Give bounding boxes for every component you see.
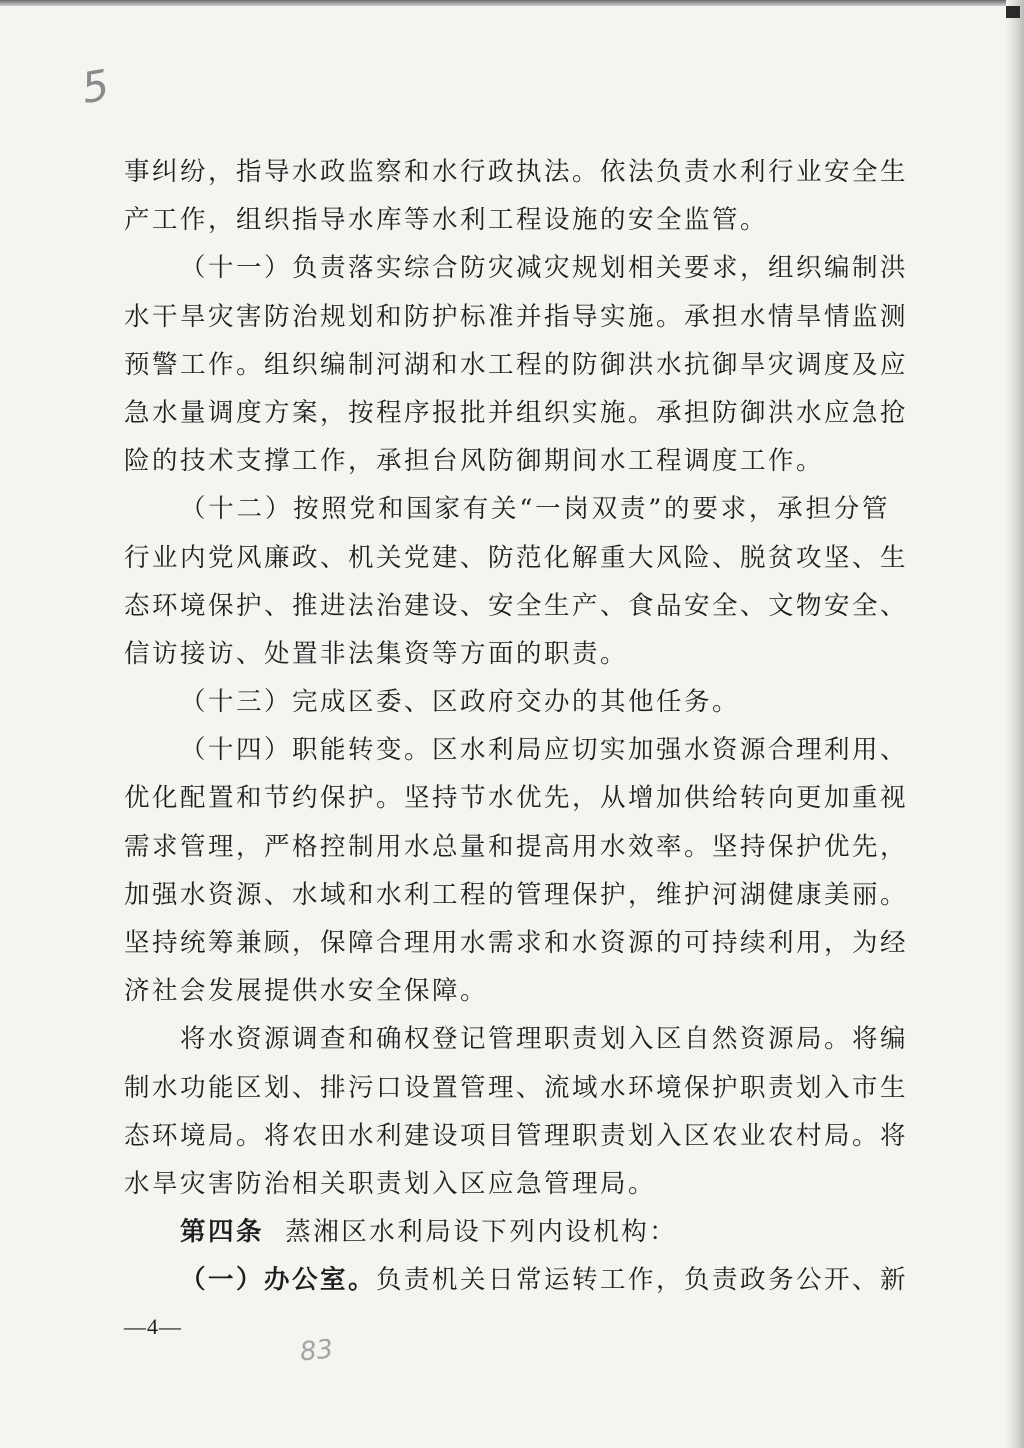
article-four-text: 蒸湘区水利局设下列内设机构： — [285, 1217, 678, 1248]
text-line: 态环境保护、推进法治建设、安全生产、食品安全、文物安全、 — [124, 590, 909, 621]
text-line: 水旱灾害防治相关职责划入区应急管理局。 — [124, 1168, 657, 1199]
text-line: 预警工作。组织编制河湖和水工程的防御洪水抗御旱灾调度及应 — [124, 349, 909, 380]
text-line: 坚持统筹兼顾，保障合理用水需求和水资源的可持续利用，为经 — [124, 928, 909, 958]
text-line: 需求管理，严格控制用水总量和提高用水效率。坚持保护优先， — [124, 831, 909, 862]
text-line: 将水资源调查和确权登记管理职责划入区自然资源局。将编 — [180, 1024, 909, 1055]
text-line: （十四）职能转变。区水利局应切实加强水资源合理利用、 — [180, 735, 909, 766]
scan-corner-mark — [1006, 6, 1020, 18]
text-line: （十三）完成区委、区政府交办的其他任务。 — [180, 687, 741, 718]
text-line: 加强水资源、水域和水利工程的管理保护，维护河湖健康美丽。 — [124, 879, 909, 910]
text-line: 优化配置和节约保护。坚持节水优先，从增加供给转向更加重视 — [124, 783, 909, 814]
text-line: （十一）负责落实综合防灾减灾规划相关要求，组织编制洪 — [180, 253, 909, 284]
document-body — [124, 148, 909, 1305]
article-four-heading: 第四条 — [180, 1217, 265, 1248]
office-line — [124, 1256, 909, 1304]
text-line: （十二）按照党和国家有关“一岗双责”的要求，承担分管 — [180, 494, 890, 525]
text-line: 制水功能区划、排污口设置管理、流域水环境保护职责划入市生 — [124, 1072, 909, 1103]
text-line: 水干旱灾害防治规划和防护标准并指导实施。承担水情旱情监测 — [124, 301, 909, 332]
text-line: 济社会发展提供水安全保障。 — [124, 976, 489, 1007]
scan-top-edge — [0, 0, 1024, 6]
office-heading: （一）办公室。 — [180, 1265, 377, 1296]
text-line: 态环境局。将农田水利建设项目管理职责划入区农业农村局。将 — [124, 1120, 909, 1151]
text-line: 事纠纷，指导水政监察和水行政执法。依法负责水利行业安全生 — [124, 157, 909, 187]
handwritten-mark-top: 5 — [77, 60, 113, 113]
scan-right-edge — [1006, 0, 1024, 1448]
text-line: 信访接访、处置非法集资等方面的职责。 — [124, 638, 629, 669]
text-line: 急水量调度方案，按程序报批并组织实施。承担防御洪水应急抢 — [124, 397, 909, 428]
text-line: 行业内党风廉政、机关党建、防范化解重大风险、脱贫攻坚、生 — [124, 542, 909, 573]
article-four-line — [124, 1208, 890, 1256]
text-line: 产工作，组织指导水库等水利工程设施的安全监管。 — [124, 205, 769, 236]
handwritten-mark-bottom: 83 — [298, 1334, 335, 1368]
text-line: 险的技术支撑工作，承担台风防御期间水工程调度工作。 — [124, 446, 825, 477]
page-number: —4— — [124, 1314, 182, 1339]
office-text: 负责机关日常运转工作，负责政务公开、新 — [376, 1265, 909, 1296]
